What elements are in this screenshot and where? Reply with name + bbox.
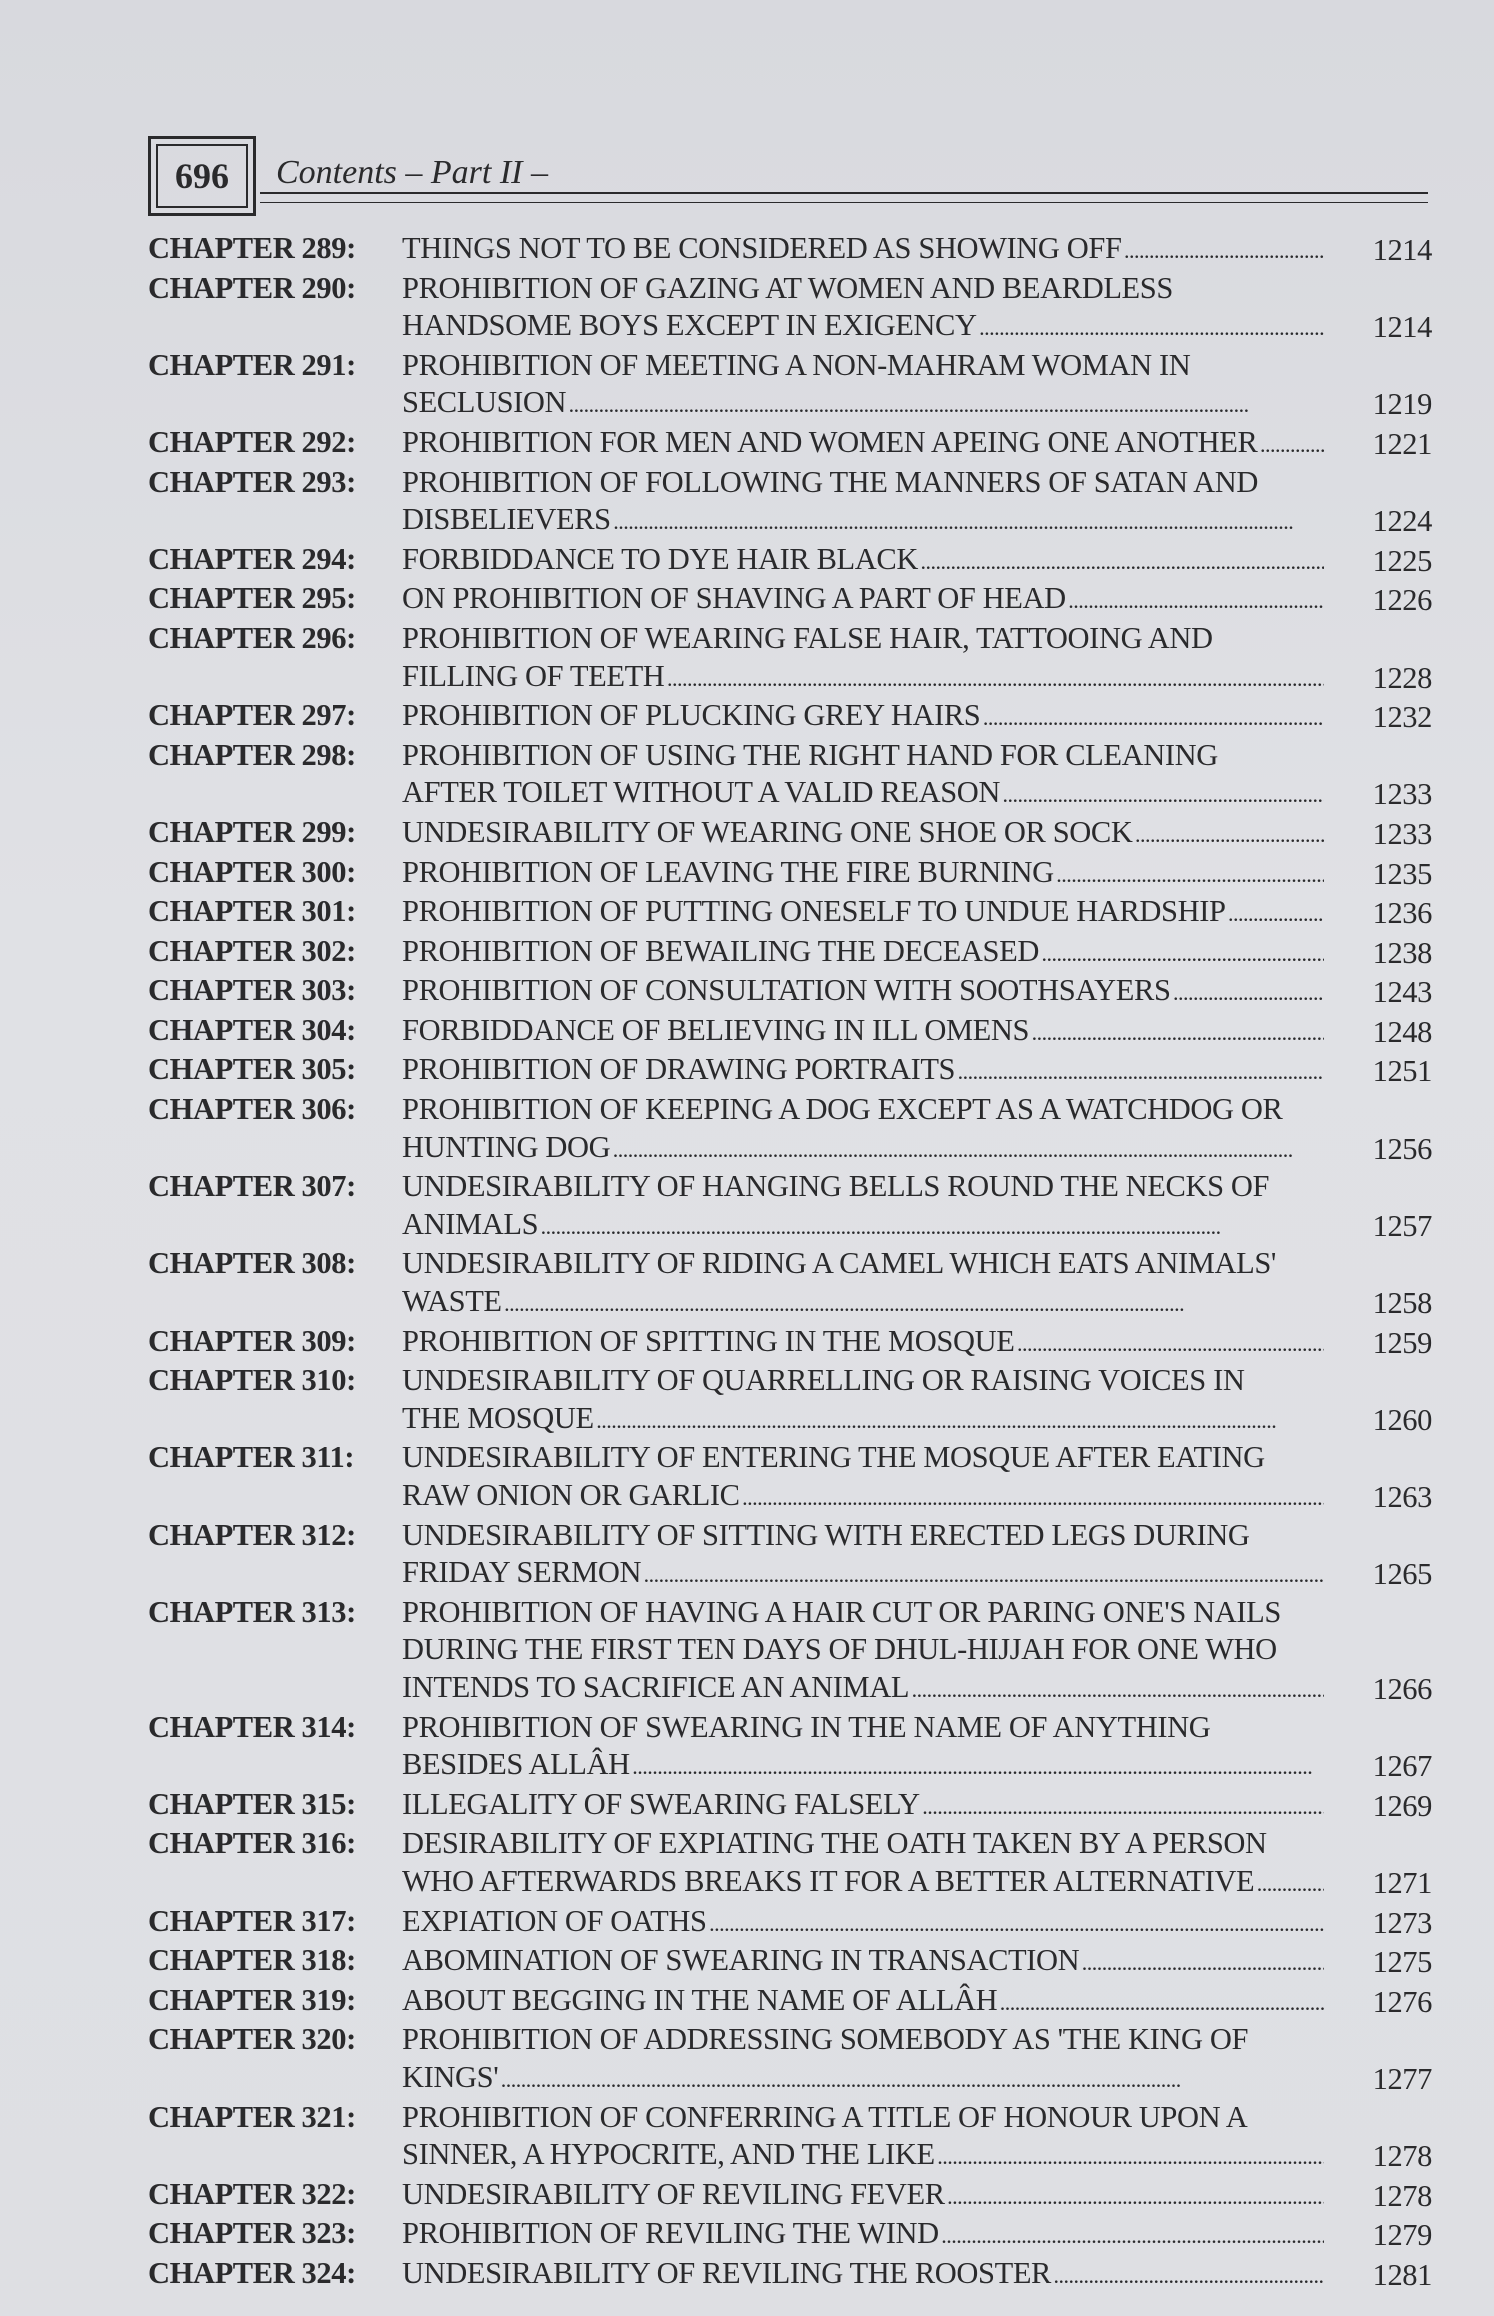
- chapter-title-line: PROHIBITION OF PLUCKING GREY HAIRS . . .: [402, 697, 1324, 737]
- page-ref: 1225: [1372, 543, 1432, 578]
- page-ref: 1214: [1372, 310, 1432, 345]
- page-ref: 1277: [1372, 2061, 1432, 2096]
- chapter-title-line: PROHIBITION FOR MEN AND WOMEN APEING ONE ANOTHER . . .: [402, 424, 1324, 464]
- page-number: 696: [175, 156, 229, 196]
- toc-entry: [148, 972, 1432, 1012]
- chapter-title: [402, 1245, 1324, 1322]
- chapter-title: [402, 541, 1324, 581]
- chapter-title: [402, 1942, 1324, 1982]
- chapter-title-line: HANDSOME BOYS EXCEPT IN EXIGENCY . . .: [402, 307, 1324, 347]
- header-rule: [260, 192, 1428, 203]
- chapter-number: CHAPTER 321:: [148, 2099, 356, 2134]
- page-ref: 1233: [1372, 777, 1432, 812]
- toc-entry: [148, 270, 1432, 347]
- chapter-number: CHAPTER 299:: [148, 814, 356, 849]
- chapter-title-line: ABOMINATION OF SWEARING IN TRANSACTION . . .: [402, 1942, 1324, 1982]
- page-ref: 1281: [1372, 2257, 1432, 2292]
- chapter-title-line: PROHIBITION OF REVILING THE WIND . . .: [402, 2215, 1324, 2255]
- chapter-title: [402, 697, 1324, 737]
- chapter-title-line: DISBELIEVERS . . .: [402, 501, 1324, 541]
- toc-entry: [148, 2176, 1432, 2216]
- chapter-number: CHAPTER 293:: [148, 464, 356, 499]
- chapter-number: CHAPTER 298:: [148, 737, 356, 772]
- chapter-title-line: FILLING OF TEETH . . .: [402, 658, 1324, 698]
- chapter-title-line: KINGS' . . .: [402, 2059, 1324, 2099]
- toc-entry: [148, 2215, 1432, 2255]
- chapter-title-line: UNDESIRABILITY OF REVILING FEVER . . .: [402, 2176, 1324, 2216]
- chapter-title-line: FORBIDDANCE TO DYE HAIR BLACK . . .: [402, 541, 1324, 581]
- chapter-number: CHAPTER 318:: [148, 1943, 356, 1978]
- chapter-number: CHAPTER 320:: [148, 2022, 356, 2057]
- page-ref: 1238: [1372, 935, 1432, 970]
- chapter-title-line: UNDESIRABILITY OF ENTERING THE MOSQUE AFTER EATING: [402, 1440, 1265, 1475]
- chapter-title: [402, 737, 1324, 814]
- page-ref: 1251: [1372, 1054, 1432, 1089]
- toc-entry: [148, 1051, 1432, 1091]
- page-ref: 1278: [1372, 2178, 1432, 2213]
- chapter-title-line: WHO AFTERWARDS BREAKS IT FOR A BETTER ALTERNATIVE . . .: [402, 1863, 1324, 1903]
- page-ref: 1233: [1372, 816, 1432, 851]
- page-ref: 1275: [1372, 1945, 1432, 1980]
- chapter-number: CHAPTER 305:: [148, 1052, 356, 1087]
- chapter-title-line: ON PROHIBITION OF SHAVING A PART OF HEAD . . .: [402, 580, 1324, 620]
- chapter-title-line: BESIDES ALLÂH . . .: [402, 1746, 1324, 1786]
- chapter-title: [402, 2255, 1324, 2295]
- page-ref: 1278: [1372, 2139, 1432, 2174]
- page-ref: 1259: [1372, 1325, 1432, 1360]
- page-ref: 1235: [1372, 856, 1432, 891]
- page-ref: 1267: [1372, 1749, 1432, 1784]
- page-ref: 1221: [1372, 426, 1432, 461]
- toc-entry: [148, 230, 1432, 270]
- chapter-title: [402, 1168, 1324, 1245]
- chapter-title-line: WASTE . . .: [402, 1283, 1324, 1323]
- chapter-number: CHAPTER 317:: [148, 1903, 356, 1938]
- chapter-number: CHAPTER 301:: [148, 894, 356, 929]
- toc-entry: [148, 2255, 1432, 2295]
- chapter-title: [402, 1825, 1324, 1902]
- chapter-title-line: PROHIBITION OF WEARING FALSE HAIR, TATTOOING AND: [402, 620, 1213, 655]
- chapter-title-line: ANIMALS . . .: [402, 1206, 1324, 1246]
- chapter-title-line: PROHIBITION OF FOLLOWING THE MANNERS OF SATAN AND: [402, 464, 1258, 499]
- chapter-title: [402, 814, 1324, 854]
- chapter-title-line: PROHIBITION OF SPITTING IN THE MOSQUE . . .: [402, 1323, 1324, 1363]
- toc-entry: [148, 737, 1432, 814]
- running-title: Contents – Part II –: [276, 154, 548, 191]
- chapter-title: [402, 1362, 1324, 1439]
- chapter-title: [402, 2021, 1324, 2098]
- page-ref: 1269: [1372, 1788, 1432, 1823]
- page-header: [148, 136, 1428, 220]
- toc-entry: [148, 893, 1432, 933]
- chapter-number: CHAPTER 295:: [148, 581, 356, 616]
- toc-entry: [148, 814, 1432, 854]
- toc-entry: [148, 1091, 1432, 1168]
- toc-entry: [148, 1012, 1432, 1052]
- page-ref: 1265: [1372, 1557, 1432, 1592]
- chapter-title-line: PROHIBITION OF HAVING A HAIR CUT OR PARING ONE'S NAILS: [402, 1594, 1281, 1629]
- page-ref: 1263: [1372, 1480, 1432, 1514]
- toc-entry: [148, 620, 1432, 697]
- page-number-box: [148, 136, 256, 216]
- toc-entry: [148, 933, 1432, 973]
- chapter-title: [402, 1439, 1324, 1516]
- chapter-title-line: PROHIBITION OF PUTTING ONESELF TO UNDUE HARDSHIP . . .: [402, 893, 1324, 933]
- toc-entry: [148, 1942, 1432, 1982]
- page-ref: 1219: [1372, 387, 1432, 422]
- chapter-title-line: DESIRABILITY OF EXPIATING THE OATH TAKEN BY A PERSON: [402, 1826, 1267, 1861]
- page-ref: 1276: [1372, 1984, 1432, 2019]
- page-ref: 1236: [1372, 896, 1432, 931]
- chapter-title-line: PROHIBITION OF BEWAILING THE DECEASED . . .: [402, 933, 1324, 973]
- chapter-title-line: SECLUSION . . .: [402, 384, 1324, 424]
- chapter-title: [402, 464, 1324, 541]
- chapter-number: CHAPTER 310:: [148, 1363, 356, 1398]
- chapter-number: CHAPTER 307:: [148, 1169, 356, 1204]
- page-ref: 1243: [1372, 975, 1432, 1010]
- page-ref: 1266: [1372, 1671, 1432, 1706]
- chapter-number: CHAPTER 311:: [148, 1440, 355, 1475]
- toc-entry: [148, 2099, 1432, 2176]
- chapter-title: [402, 893, 1324, 933]
- toc-entry: [148, 1982, 1432, 2022]
- chapter-title: [402, 1982, 1324, 2022]
- chapter-title-line: HUNTING DOG . . .: [402, 1129, 1324, 1169]
- chapter-number: CHAPTER 297:: [148, 698, 356, 733]
- chapter-title: [402, 1517, 1324, 1594]
- chapter-title-line: PROHIBITION OF GAZING AT WOMEN AND BEARDLESS: [402, 270, 1173, 305]
- page-ref: 1224: [1372, 504, 1432, 539]
- page-ref: 1279: [1372, 2218, 1432, 2253]
- chapter-title: [402, 620, 1324, 697]
- chapter-title-line: PROHIBITION OF SWEARING IN THE NAME OF ANYTHING: [402, 1709, 1211, 1744]
- chapter-title-line: UNDESIRABILITY OF REVILING THE ROOSTER . . .: [402, 2255, 1324, 2295]
- toc-entry: [148, 697, 1432, 737]
- chapter-title-line: UNDESIRABILITY OF WEARING ONE SHOE OR SOCK . . .: [402, 814, 1324, 854]
- chapter-number: CHAPTER 302:: [148, 933, 356, 968]
- chapter-title: [402, 1903, 1324, 1943]
- page-ref: 1271: [1372, 1865, 1432, 1900]
- chapter-title: [402, 347, 1324, 424]
- chapter-number: CHAPTER 324:: [148, 2255, 356, 2290]
- chapter-title: [402, 1594, 1324, 1709]
- chapter-title-line: UNDESIRABILITY OF RIDING A CAMEL WHICH EATS ANIMALS': [402, 1246, 1277, 1281]
- toc-entry: [148, 1323, 1432, 1363]
- chapter-title-line: UNDESIRABILITY OF SITTING WITH ERECTED LEGS DURING: [402, 1517, 1250, 1552]
- chapter-number: CHAPTER 290:: [148, 270, 356, 305]
- page-ref: 1226: [1372, 583, 1432, 618]
- toc-entry: [148, 1362, 1432, 1439]
- page-ref: 1257: [1372, 1208, 1432, 1243]
- chapter-title-line: PROHIBITION OF KEEPING A DOG EXCEPT AS A WATCHDOG OR: [402, 1092, 1283, 1127]
- toc-entry: [148, 1245, 1432, 1322]
- chapter-title: [402, 2215, 1324, 2255]
- chapter-title-line: RAW ONION OR GARLIC . . .: [402, 1477, 1324, 1517]
- toc-entry: [148, 424, 1432, 464]
- chapter-title-line: PROHIBITION OF CONSULTATION WITH SOOTHSAYERS . . .: [402, 972, 1324, 1012]
- chapter-title-line: SINNER, A HYPOCRITE, AND THE LIKE . . .: [402, 2136, 1324, 2176]
- chapter-title-line: PROHIBITION OF USING THE RIGHT HAND FOR CLEANING: [402, 737, 1218, 772]
- chapter-number: CHAPTER 322:: [148, 2176, 356, 2211]
- chapter-title-line: FRIDAY SERMON . . .: [402, 1554, 1324, 1594]
- chapter-number: CHAPTER 314:: [148, 1709, 356, 1744]
- chapter-title-line: ILLEGALITY OF SWEARING FALSELY . . .: [402, 1786, 1324, 1826]
- chapter-number: CHAPTER 291:: [148, 347, 356, 382]
- toc-entry: [148, 347, 1432, 424]
- toc-entry: [148, 1168, 1432, 1245]
- toc-entry: [148, 1709, 1432, 1786]
- chapter-title-line: PROHIBITION OF CONFERRING A TITLE OF HONOUR UPON A: [402, 2099, 1248, 2134]
- page-ref: 1258: [1372, 1286, 1432, 1321]
- chapter-title-line: UNDESIRABILITY OF QUARRELLING OR RAISING VOICES IN: [402, 1363, 1245, 1398]
- page-ref: 1248: [1372, 1014, 1432, 1049]
- toc-entry: [148, 541, 1432, 581]
- chapter-number: CHAPTER 296:: [148, 620, 356, 655]
- toc-entry: [148, 1786, 1432, 1826]
- chapter-title: [402, 1051, 1324, 1091]
- page-ref: 1273: [1372, 1905, 1432, 1940]
- toc-entry: [148, 464, 1432, 541]
- chapter-title-line: UNDESIRABILITY OF HANGING BELLS ROUND THE NECKS OF: [402, 1169, 1270, 1204]
- chapter-number: CHAPTER 289:: [148, 231, 356, 265]
- chapter-title: [402, 2099, 1324, 2176]
- chapter-number: CHAPTER 292:: [148, 424, 356, 459]
- page-ref: 1256: [1372, 1131, 1432, 1166]
- chapter-title-line: ABOUT BEGGING IN THE NAME OF ALLÂH . . .: [402, 1982, 1324, 2022]
- toc-entry: [148, 1439, 1432, 1516]
- table-of-contents: [148, 230, 1432, 2294]
- chapter-number: CHAPTER 300:: [148, 854, 356, 889]
- chapter-number: CHAPTER 308:: [148, 1246, 356, 1281]
- toc-entry: [148, 2021, 1432, 2098]
- chapter-title-line: THE MOSQUE . . .: [402, 1400, 1324, 1440]
- chapter-number: CHAPTER 294:: [148, 541, 356, 576]
- chapter-title: [402, 270, 1324, 347]
- toc-entry: [148, 1517, 1432, 1594]
- chapter-title: [402, 854, 1324, 894]
- chapter-number: CHAPTER 315:: [148, 1786, 356, 1821]
- chapter-title: [402, 2176, 1324, 2216]
- chapter-title-line: PROHIBITION OF LEAVING THE FIRE BURNING . . .: [402, 854, 1324, 894]
- chapter-number: CHAPTER 319:: [148, 1982, 356, 2017]
- chapter-title-line: PROHIBITION OF MEETING A NON-MAHRAM WOMAN IN: [402, 347, 1191, 382]
- chapter-title: [402, 1091, 1324, 1168]
- toc-entry: [148, 580, 1432, 620]
- chapter-number: CHAPTER 323:: [148, 2216, 356, 2251]
- chapter-title: [402, 230, 1324, 270]
- chapter-number: CHAPTER 304:: [148, 1012, 356, 1047]
- toc-entry: [148, 1594, 1432, 1709]
- chapter-title-line: FORBIDDANCE OF BELIEVING IN ILL OMENS . . .: [402, 1012, 1324, 1052]
- chapter-title: [402, 1709, 1324, 1786]
- chapter-title: [402, 1012, 1324, 1052]
- chapter-title-line: PROHIBITION OF DRAWING PORTRAITS . . .: [402, 1051, 1324, 1091]
- chapter-number: CHAPTER 312:: [148, 1517, 356, 1552]
- chapter-title: [402, 580, 1324, 620]
- page-ref: 1214: [1372, 233, 1432, 267]
- toc-entry: [148, 1825, 1432, 1902]
- chapter-title: [402, 972, 1324, 1012]
- chapter-title-line: EXPIATION OF OATHS . . .: [402, 1903, 1324, 1943]
- chapter-title-line: AFTER TOILET WITHOUT A VALID REASON . . .: [402, 774, 1324, 814]
- page-ref: 1232: [1372, 700, 1432, 735]
- chapter-title: [402, 1786, 1324, 1826]
- chapter-title: [402, 933, 1324, 973]
- chapter-title: [402, 1323, 1324, 1363]
- chapter-number: CHAPTER 316:: [148, 1826, 356, 1861]
- chapter-title-line: INTENDS TO SACRIFICE AN ANIMAL . . .: [402, 1669, 1324, 1709]
- toc-entry: [148, 1903, 1432, 1943]
- chapter-number: CHAPTER 313:: [148, 1594, 356, 1629]
- toc-entry: [148, 854, 1432, 894]
- chapter-title: [402, 424, 1324, 464]
- chapter-title-line: THINGS NOT TO BE CONSIDERED AS SHOWING OFF . . .: [402, 230, 1324, 270]
- chapter-title-line: PROHIBITION OF ADDRESSING SOMEBODY AS 'THE KING OF: [402, 2022, 1249, 2057]
- chapter-number: CHAPTER 309:: [148, 1323, 356, 1358]
- chapter-number: CHAPTER 303:: [148, 973, 356, 1008]
- chapter-number: CHAPTER 306:: [148, 1092, 356, 1127]
- page-ref: 1260: [1372, 1402, 1432, 1437]
- page-ref: 1228: [1372, 660, 1432, 695]
- chapter-title-line: DURING THE FIRST TEN DAYS OF DHUL-HIJJAH FOR ONE WHO: [402, 1632, 1277, 1667]
